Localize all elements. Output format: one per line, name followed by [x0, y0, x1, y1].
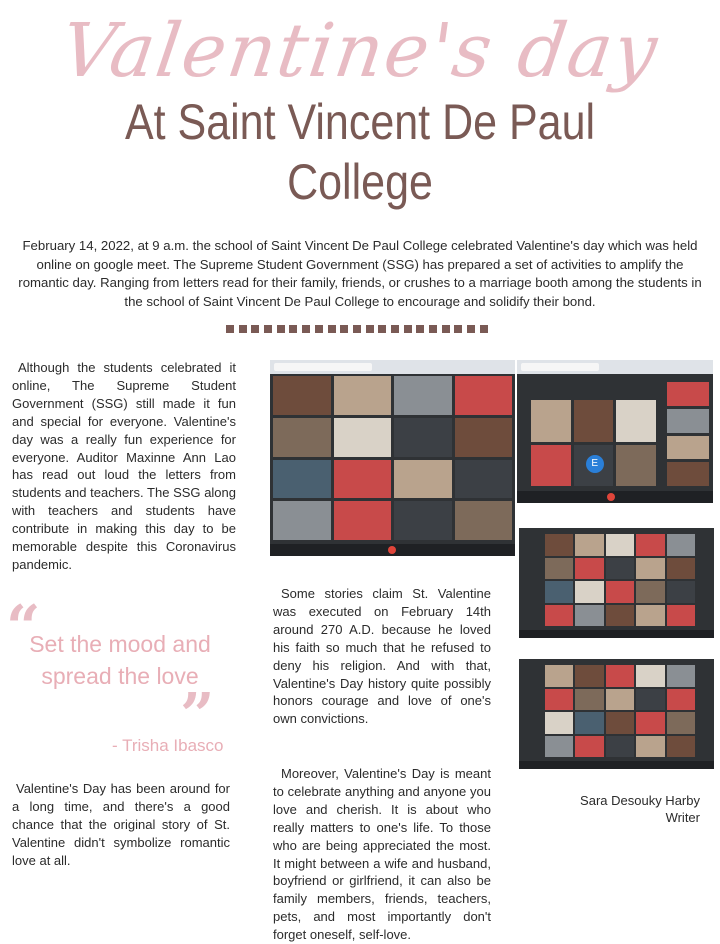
script-title: Valentine's day [56, 8, 664, 94]
open-quote-icon: “ [6, 593, 41, 663]
close-quote-icon: ” [180, 681, 215, 751]
main-title: At Saint Vincent De Paul College [124, 94, 596, 210]
writer-role: Writer [665, 810, 700, 825]
pull-quote-line-1: Set the mood and [29, 631, 211, 657]
participant-badge: E [586, 455, 604, 473]
paragraph-celebration: Although the students celebrated it online, The Supreme Student Government (SSG) still made it fun and special for everyone. Valentine's day was a really fun experience for everyone. Auditor Maxinne Ann Lao has read out loud the letters from students and teachers. The SSG along with teachers and students have contribute in making this day to be memorable despite this Coronavirus pandemic. [12, 360, 236, 572]
meet-screenshot-1 [270, 360, 515, 556]
meet-screenshot-4 [519, 659, 714, 769]
meet-screenshot-3 [519, 528, 714, 638]
meet-screenshot-2 [517, 360, 713, 503]
pull-quote-line-2: spread the love [41, 663, 199, 689]
quote-author: - Trisha Ibasco [112, 736, 224, 755]
writer-name: Sara Desouky Harby [580, 793, 700, 808]
paragraph-meaning: Moreover, Valentine's Day is meant to celebrate anything and anyone you love and cherish. It is about who really matters to one's life. To those who are being appreciated the most. It might between a wife and husband, boyfriend or girlfriend, it can also be family members, friends, teachers, pets, and most importantly don't forget oneself, self-love. [273, 766, 491, 943]
intro-paragraph: February 14, 2022, at 9 a.m. the school of Saint Vincent De Paul College celebrated Valentine's day which was held online on google meet. The Supreme Student Government (SSG) has prepared a set of activities to amplify the romantic day. Ranging from letters read for their family, friends, or crushes to a marriage booth among the students in the school of Saint Vincent De Paul College to encourage and solidify their bond. [18, 238, 702, 309]
paragraph-history: Valentine's Day has been around for a long time, and there's a good chance that the original story of St. Valentine didn't symbolize romantic love at all. [12, 781, 230, 868]
writer-credit [560, 792, 700, 826]
dotted-divider [226, 325, 488, 335]
paragraph-st-valentine: Some stories claim St. Valentine was executed on February 14th around 270 A.D. because he loved his faith so much that he refused to deny his religion. And with that, Valentine's Day history quite possibly honors courage and love of one's own convictions. [273, 586, 491, 727]
